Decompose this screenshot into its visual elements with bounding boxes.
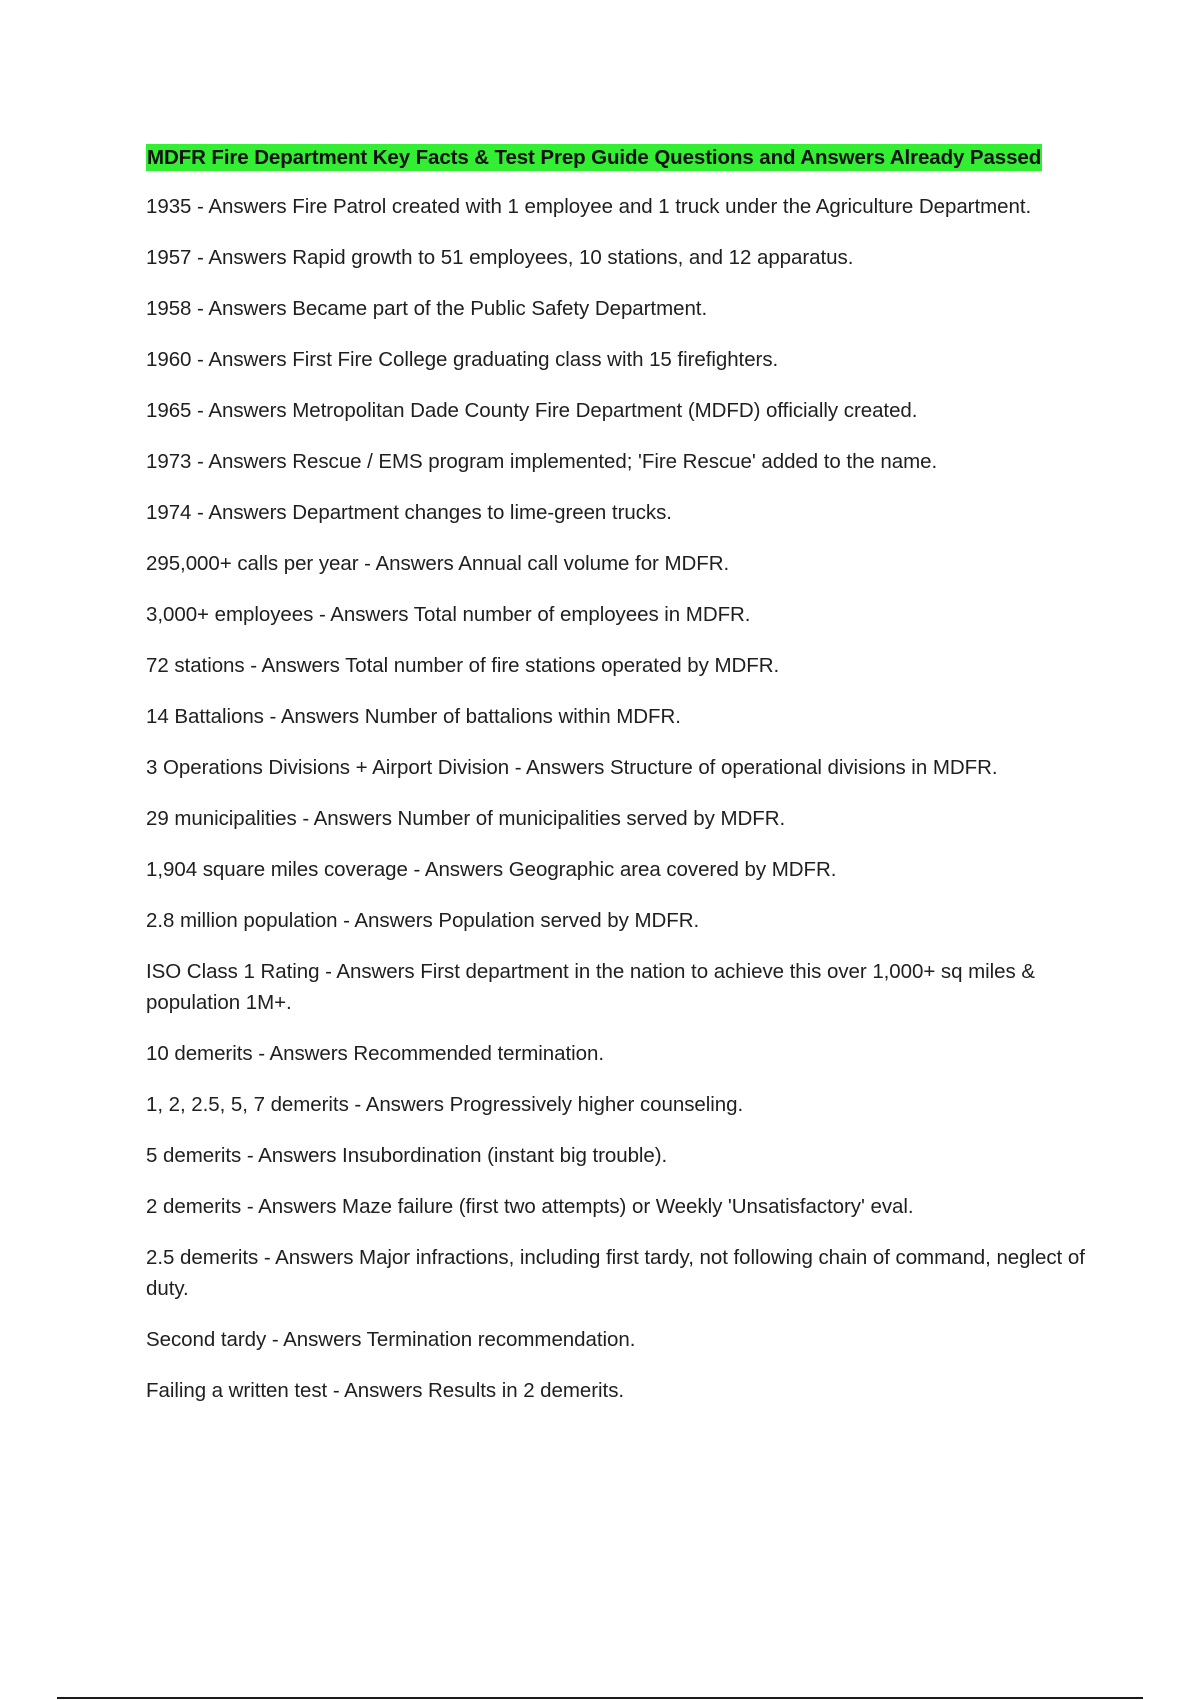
entry-employees: 3,000+ employees - Answers Total number of employees in MDFR.	[146, 603, 751, 626]
entry-1957: 1957 - Answers Rapid growth to 51 employees, 10 stations, and 12 apparatus.	[146, 246, 854, 269]
entry-coverage: 1,904 square miles coverage - Answers Geographic area covered by MDFR.	[146, 858, 837, 881]
entry-municipalities: 29 municipalities - Answers Number of municipalities served by MDFR.	[146, 807, 786, 830]
entry-1973: 1973 - Answers Rescue / EMS program implemented; 'Fire Rescue' added to the name.	[146, 450, 938, 473]
entry-1960: 1960 - Answers First Fire College graduating class with 15 firefighters.	[146, 348, 779, 371]
entry-1935: 1935 - Answers Fire Patrol created with 1 employee and 1 truck under the Agriculture Department.	[146, 195, 1032, 218]
entry-iso-rating: ISO Class 1 Rating - Answers First department in the nation to achieve this over 1,000+ sq miles & population 1M+.	[146, 960, 1035, 1014]
entry-2-5-demerits: 2.5 demerits - Answers Major infractions, including first tardy, not following chain of command, neglect of duty.	[146, 1246, 1085, 1300]
entry-written-test: Failing a written test - Answers Results in 2 demerits.	[146, 1379, 625, 1402]
entry-1965: 1965 - Answers Metropolitan Dade County Fire Department (MDFD) officially created.	[146, 399, 918, 422]
entry-10-demerits: 10 demerits - Answers Recommended termination.	[146, 1042, 605, 1065]
entry-stations: 72 stations - Answers Total number of fire stations operated by MDFR.	[146, 654, 780, 677]
entry-2-demerits: 2 demerits - Answers Maze failure (first two attempts) or Weekly 'Unsatisfactory' eval.	[146, 1195, 914, 1218]
entry-battalions: 14 Battalions - Answers Number of battalions within MDFR.	[146, 705, 681, 728]
entry-5-demerits: 5 demerits - Answers Insubordination (instant big trouble).	[146, 1144, 668, 1167]
page-bottom-rule	[57, 1697, 1143, 1699]
entry-1958: 1958 - Answers Became part of the Public Safety Department.	[146, 297, 708, 320]
entry-population: 2.8 million population - Answers Population served by MDFR.	[146, 909, 700, 932]
entry-counseling-demerits: 1, 2, 2.5, 5, 7 demerits - Answers Progressively higher counseling.	[146, 1093, 744, 1116]
title-block	[146, 145, 1096, 171]
entry-1974: 1974 - Answers Department changes to lime-green trucks.	[146, 501, 672, 524]
entry-call-volume: 295,000+ calls per year - Answers Annual call volume for MDFR.	[146, 552, 730, 575]
document-title: MDFR Fire Department Key Facts & Test Prep Guide Questions and Answers Already Passed	[147, 146, 1042, 169]
document-content	[146, 145, 1096, 1426]
entry-divisions: 3 Operations Divisions + Airport Division - Answers Structure of operational divisions in MDFR.	[146, 756, 998, 779]
entry-second-tardy: Second tardy - Answers Termination recommendation.	[146, 1328, 636, 1351]
